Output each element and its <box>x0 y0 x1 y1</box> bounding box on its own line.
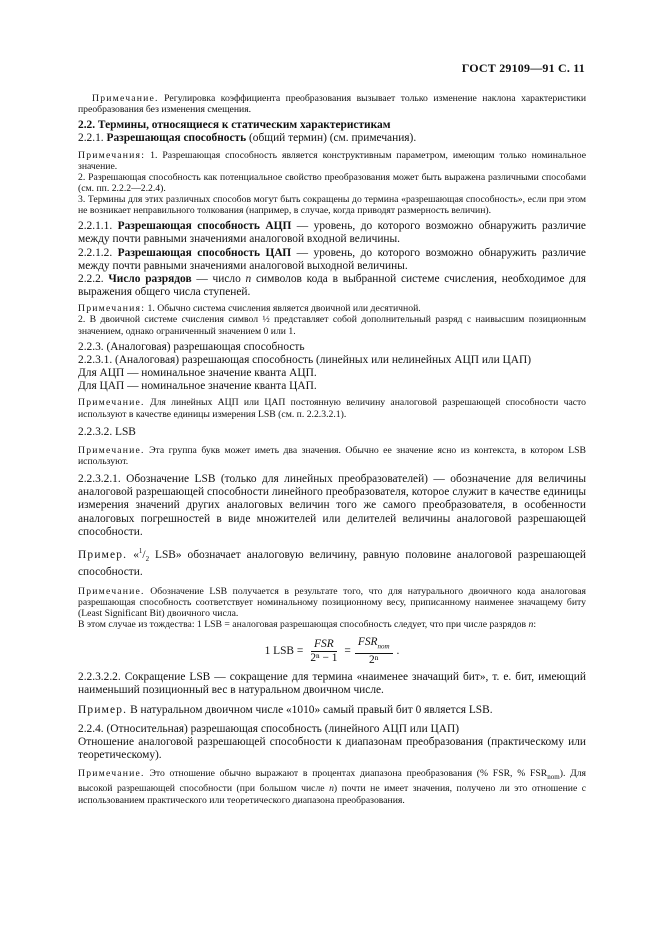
note-paragraph: 2. В двоичной системе счисления символ ½ представляет собой дополнительный разряд с наивысшим позиционным значением, однако ограниченный значением 0 или 1. <box>78 314 587 337</box>
note-paragraph: В этом случае из тождества: 1 LSB = аналоговая разрешающая способность следует, что при числе разрядов n: <box>78 618 537 630</box>
note-paragraph: 2. Разрешающая способность как потенциальное свойство преобразования может быть выражена различными способами (см. пп. 2.2.2—2.2.4). <box>78 171 586 194</box>
definition-line: Для ЦАП — номинальное значение кванта ЦАП. <box>78 380 317 393</box>
subsection-heading: 2.2.4. (Относительная) разрешающая способность (линейного АЦП или ЦАП) <box>78 722 459 735</box>
subsection-heading: 2.2.3. (Аналоговая) разрешающая способность <box>78 340 305 353</box>
note-paragraph: Примечание. Эта группа букв может иметь два значения. Обычно ее значение ясно из контекста, в котором LSB используют. <box>78 444 587 467</box>
note-paragraph: Примечание. Обозначение LSB получается в результате того, что для натурального двоичного кода аналоговая разрешающая способность соответствует номинальному позиционному весу, приписанному наименее значащему биту (Least Significant Bit) двоичного числа. <box>78 585 586 619</box>
note-paragraph: 3. Термины для этих различных способов могут быть сокращены до термина «разрешающая способность», если при этом не возникает неправильного толкования (например, в случае, когда приводят размерность величин). <box>78 193 586 217</box>
section-heading: 2.2. Термины, относящиеся к статическим характеристикам <box>78 119 391 132</box>
page-header: ГОСТ 29109—91 С. 11 <box>461 61 585 75</box>
note-paragraph: Примечание. Регулировка коэффициента преобразования вызывает только изменение наклона характеристики преобразования без изменения смещения. <box>78 93 587 116</box>
note-paragraph: Примечание. Для линейных АЦП или ЦАП постоянную величину аналоговой разрешающей способности часто используют в качестве единицы измерения LSB (см. п. 2.2.3.2.1). <box>78 397 586 420</box>
example-paragraph: Пример. В натуральном двоичном числе «1010» самый правый бит 0 является LSB. <box>78 703 493 716</box>
term-paragraph: 2.2.1.2. Разрешающая способность ЦАП — уровень, до которого возможно обнаружить различие между почти равными значениями аналоговой выходной величины. <box>78 246 586 272</box>
term-paragraph: 2.2.1.1. Разрешающая способность АЦП — уровень, до которого возможно обнаружить различие между почти равными значениями аналоговой входной величины. <box>78 220 586 246</box>
lsb-formula: 1 LSB = $\frac{\text{FSR}}{\text{2ⁿ − 1}}$ = $\frac{FSR_{nom}}{\text{2ⁿ}}$ . <box>264 635 400 667</box>
note-paragraph: Примечания: 1. Обычно система счисления является двоичной или десятичной. <box>78 303 421 315</box>
term-paragraph: 2.2.1. Разрешающая способность (общий термин) (см. примечания). <box>78 132 417 145</box>
definition-line: Для АЦП — номинальное значение кванта АЦП. <box>78 367 317 380</box>
term-paragraph: 2.2.3.1. (Аналоговая) разрешающая способность (линейных или нелинейных АЦП или ЦАП) <box>78 353 532 366</box>
example-paragraph: Пример. «$^1/_2$ LSB» обозначает аналоговую величину, равную половине аналоговой разрешающей способности. <box>78 547 586 579</box>
document-body <box>78 93 586 806</box>
term-paragraph: 2.2.3.2.1. Обозначение LSB (только для линейных преобразователей) — обозначение для величины аналоговой разрешающей способности линейного преобразователя, которое служит в качестве единицы измерения значений других аналоговых величин того же самого преобразователя, в особенности аналоговых погрешностей в виде множителей или делителей величины аналоговой разрешающей способности. <box>78 473 586 538</box>
note-paragraph: Примечания: 1. Разрешающая способность является конструктивным параметром, имеющим только номинальное значение. <box>78 149 587 172</box>
term-paragraph: Отношение аналоговой разрешающей способности к диапазонам преобразования (практическому или теоретическому). <box>78 736 586 762</box>
note-paragraph: Примечание. Это отношение обычно выражают в процентах диапазона преобразования (% FSR, % $FSR_{nom}$). Для высокой разрешающей способности (при большом числе n) почти не имеет значения, получено ли это отношение с использованием практического или теоретического диапазона преобразования. <box>78 768 587 806</box>
subsection-heading: 2.2.3.2. LSB <box>78 425 136 438</box>
term-paragraph: 2.2.3.2.2. Сокращение LSB — сокращение для термина «наименее значащий бит», т. е. бит, имеющий наименьший позиционный вес в натуральном двоичном числе. <box>78 671 586 697</box>
term-paragraph: 2.2.2. Число разрядов — число n символов кода в выбранной системе счисления, необходимое для выражения общего числа ступеней. <box>78 272 586 299</box>
fraction-2: $\frac{FSR_{nom}}{\text{2ⁿ}}$ <box>355 636 393 667</box>
fraction-1: $\frac{\text{FSR}}{\text{2ⁿ − 1}}$ <box>310 638 338 665</box>
note-label: Примечание. <box>92 93 159 104</box>
